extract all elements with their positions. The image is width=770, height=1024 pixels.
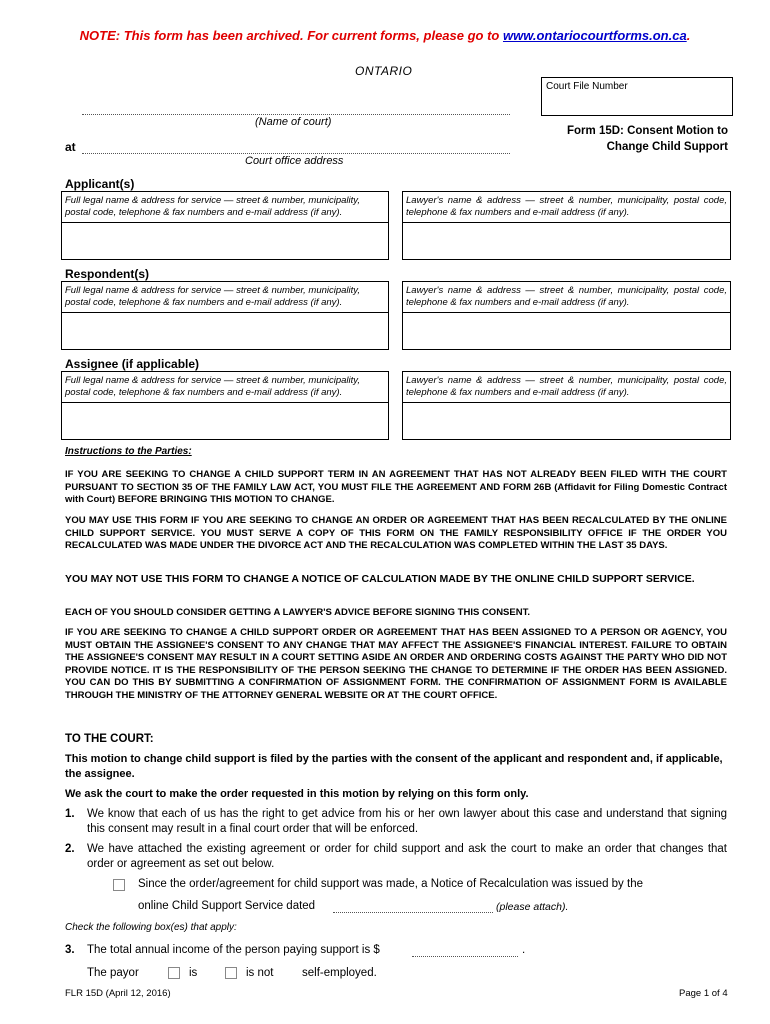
- item-2: 2. We have attached the existing agreement or order for child support and ask the court to make an order that changes that order or agreement as set out below.: [65, 843, 727, 870]
- court-address-input[interactable]: [82, 143, 510, 154]
- page-number: Page 1 of 4: [679, 988, 728, 999]
- income-period: .: [522, 944, 526, 956]
- applicant-section-title: Applicant(s): [65, 177, 135, 191]
- court-file-number-field[interactable]: [541, 77, 733, 116]
- income-label: The total annual income of the person paying support is $: [87, 944, 380, 956]
- instructions-title: Instructions to the Parties:: [65, 446, 192, 457]
- applicant-info-box[interactable]: [61, 191, 389, 260]
- assignee-box-label: Full legal name & address for service — street & number, municipality, postal code, telephone & fax numbers and e-mail address (if any).: [62, 372, 388, 403]
- respondent-lawyer-label: Lawyer's name & address — street & number, municipality, postal code, telephone & fax numbers and e-mail address (if any).: [403, 282, 730, 313]
- self-employed-label: self-employed.: [302, 967, 377, 979]
- court-name-label: (Name of court): [255, 116, 332, 128]
- item-3-number: 3.: [65, 944, 75, 956]
- court-file-number-label: Court File Number: [546, 81, 628, 92]
- respondent-section-title: Respondent(s): [65, 267, 149, 281]
- recalculation-date-label: online Child Support Service dated: [138, 900, 316, 912]
- at-label: at: [65, 140, 76, 154]
- recalculation-text: Since the order/agreement for child support was made, a Notice of Recalculation was issued by the: [138, 878, 643, 890]
- instruction-paragraph: EACH OF YOU SHOULD CONSIDER GETTING A LAWYER'S ADVICE BEFORE SIGNING THIS CONSENT.: [65, 607, 530, 618]
- applicant-lawyer-label: Lawyer's name & address — street & number, municipality, postal code, telephone & fax numbers and e-mail address (if any).: [403, 192, 730, 223]
- payor-is-label: is: [189, 967, 198, 979]
- forms-website-link[interactable]: www.ontariocourtforms.on.ca: [502, 28, 687, 43]
- instruction-paragraph: YOU MAY NOT USE THIS FORM TO CHANGE A NOTICE OF CALCULATION MADE BY THE ONLINE CHILD SUPPORT SERVICE.: [65, 573, 695, 585]
- assignee-section-title: Assignee (if applicable): [65, 357, 200, 371]
- please-attach-label: (please attach).: [496, 901, 569, 913]
- respondent-box-label: Full legal name & address for service — street & number, municipality, postal code, telephone & fax numbers and e-mail address (if any).: [62, 282, 388, 313]
- archive-note: NOTE: This form has been archived. For current forms, please go to www.ontariocourtforms.on.ca.: [79, 28, 691, 43]
- instruction-paragraph: IF YOU ARE SEEKING TO CHANGE A CHILD SUPPORT TERM IN AN AGREEMENT THAT HAS NOT ALREADY BEEN FILED WITH THE COURT PURSUANT TO SECTION 35 OF THE FAMILY LAW ACT, YOU MUST FILE THE AGREEMENT AND FORM 26B (Affidavit for Filing Domestic Contract with Court) BEFORE BRINGING THIS MOTION TO CHANGE.: [65, 469, 727, 505]
- assignee-lawyer-label: Lawyer's name & address — street & number, municipality, postal code, telephone & fax numbers and e-mail address (if any).: [403, 372, 730, 403]
- motion-intro: This motion to change child support is filed by the parties with the consent of the applicant and respondent and, if applicable, the assignee.: [65, 753, 723, 780]
- to-the-court-heading: TO THE COURT:: [65, 733, 154, 745]
- payor-is-not-label: is not: [246, 967, 274, 979]
- check-instruction: Check the following box(es) that apply:: [65, 922, 237, 933]
- payor-is-not-checkbox[interactable]: [225, 967, 237, 979]
- court-name-input[interactable]: [82, 104, 510, 115]
- item-1: 1. We know that each of us has the right to get advice from his or her own lawyer about this case and understand that signing this consent may result in a final court order that will be enforced.: [65, 808, 727, 835]
- income-input[interactable]: [412, 946, 518, 957]
- instruction-paragraph: IF YOU ARE SEEKING TO CHANGE A CHILD SUPPORT ORDER OR AGREEMENT THAT HAS BEEN ASSIGNED TO A PERSON OR AGENCY, YOU MUST OBTAIN THE ASSIGNEE'S CONSENT TO ANY CHANGE THAT MAY AFFECT THE ASSIGNEE'S FINANCIAL INTEREST. FAILURE TO OBTAIN THE ASSIGNEE'S CONSENT MAY RESULT IN A COURT SETTING ASIDE AN ORDER AND ORDERING COSTS AGAINST THE PARTY WHO DID NOT PROVIDE NOTICE. IT IS THE RESPONSIBILITY OF THE PERSON SEEKING THE CHANGE TO DETERMINE IF THE ORDER HAS BEEN ASSIGNED. YOU CAN DO THIS BY SUBMITTING A CONFIRMATION OF ASSIGNMENT FORM. THE CONFIRMATION OF ASSIGNMENT FORM IS AVAILABLE THROUGH THE MINISTRY OF THE ATTORNEY GENERAL WEBSITE OR AT THE COURT OFFICE.: [65, 627, 727, 701]
- province-label: ONTARIO: [355, 64, 413, 78]
- court-address-label: Court office address: [245, 155, 344, 167]
- applicant-box-label: Full legal name & address for service — street & number, municipality, postal code, telephone & fax numbers and e-mail address (if any).: [62, 192, 388, 223]
- form-id: FLR 15D (April 12, 2016): [65, 988, 171, 999]
- instruction-paragraph: YOU MAY USE THIS FORM IF YOU ARE SEEKING TO CHANGE AN ORDER OR AGREEMENT THAT HAS BEEN RECALCULATED BY THE ONLINE CHILD SUPPORT SERVICE. YOU MUST SERVE A COPY OF THIS FORM ON THE FAMILY RESPONSIBILITY OFFICE IF THE ORDER YOU RECALCULATED WAS MADE UNDER THE DIVORCE ACT AND THE RECALCULATION WAS COMPLETED WITHIN THE LAST 35 DAYS.: [65, 515, 727, 551]
- archive-note-text: NOTE: This form has been archived. For current forms, please go to: [79, 28, 503, 43]
- form-title: Form 15D: Consent Motion to Change Child Support: [567, 125, 728, 153]
- respondent-lawyer-box[interactable]: [402, 281, 731, 350]
- payor-label: The payor: [87, 967, 139, 979]
- assignee-info-box[interactable]: [61, 371, 389, 440]
- motion-request: We ask the court to make the order requested in this motion by relying on this form only.: [65, 788, 529, 800]
- respondent-info-box[interactable]: [61, 281, 389, 350]
- recalculation-date-input[interactable]: [333, 902, 493, 913]
- recalculation-checkbox[interactable]: [113, 879, 125, 891]
- applicant-lawyer-box[interactable]: [402, 191, 731, 260]
- payor-is-checkbox[interactable]: [168, 967, 180, 979]
- assignee-lawyer-box[interactable]: [402, 371, 731, 440]
